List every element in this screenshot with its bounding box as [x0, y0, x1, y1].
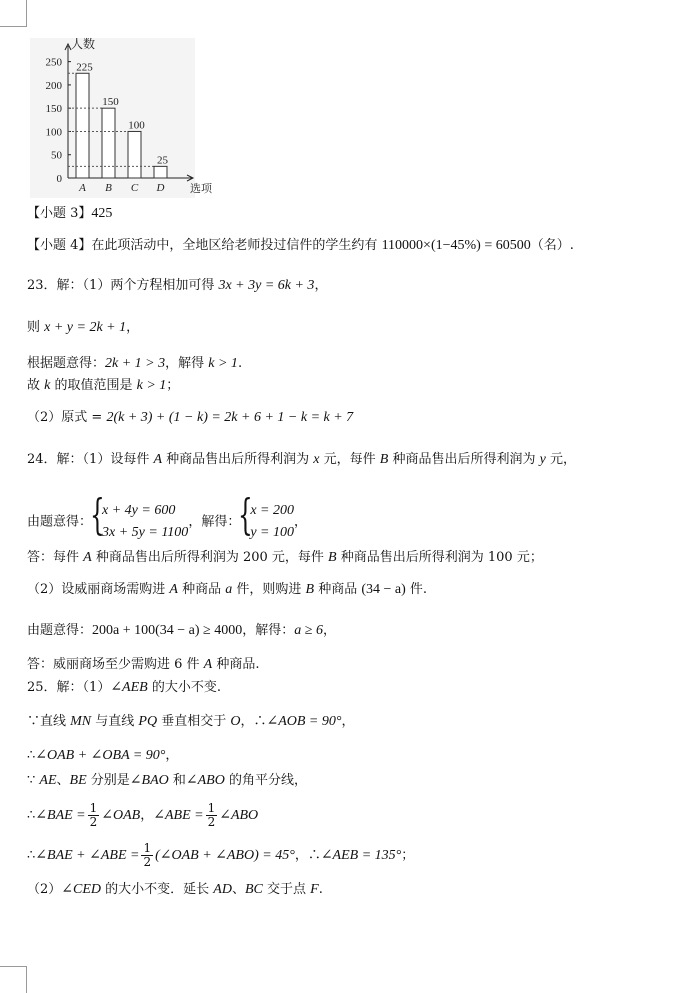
p24-l3-a: 答：每件 [27, 550, 84, 565]
p24-l3-b: 种商品售出后所得利润为 200 元，每件 [91, 550, 329, 565]
p25-l4-a: ∵ [27, 773, 40, 788]
p24-l2-a: 由题意得： [27, 514, 93, 530]
y-tick-label: 150 [45, 103, 62, 116]
p25-l4-d: 和 [168, 773, 186, 788]
p25-l3-b: ， [165, 748, 179, 763]
bar [128, 131, 141, 178]
p25-l5-m3: ∠ABE = [153, 808, 204, 823]
p24-line-5 [27, 621, 336, 641]
p24-l2-b: ，解得： [188, 514, 241, 530]
p24-l1-v4: y [539, 452, 546, 467]
p25-l1-math: ∠AEB [110, 680, 148, 695]
p24-l5-math: 200a + 100(34 − a) ≥ 4000 [92, 623, 243, 638]
p23-l2-end: ， [126, 320, 140, 335]
p23-l3-text2: ，解得 [165, 356, 209, 371]
bar [102, 108, 115, 178]
p24-l2-c: ， [294, 514, 308, 530]
p23-l2-text: 则 [27, 320, 45, 335]
corner-mark-bottom [0, 966, 27, 993]
p25-l4-m3: ∠BAO [129, 773, 169, 788]
p24-l1-v1: A [153, 452, 163, 467]
p24-l6-v: A [203, 657, 213, 672]
p24-l4-c: 件，则购进 [232, 582, 306, 597]
p24-l4-v3: B [305, 582, 315, 597]
p24-l5-a: 由题意得： [27, 623, 93, 638]
p24-line-6 [27, 655, 260, 675]
p25-line-2 [27, 712, 355, 732]
corner-mark-top [0, 0, 27, 27]
bar-value-label: 25 [157, 154, 168, 167]
p24-l3-v1: A [83, 550, 92, 565]
category-label: D [156, 182, 165, 194]
bar [76, 73, 89, 178]
p25-line-5 [27, 800, 258, 832]
p23-l1-math: 3x + 3y = 6k + 3 [218, 278, 315, 293]
category-label: B [105, 182, 112, 194]
p23-l1-end: ， [314, 278, 328, 293]
frac1-den: 2 [89, 815, 98, 829]
p23-l3-text: 根据题意得： [27, 356, 106, 371]
frac2-den: 2 [207, 815, 216, 829]
p25-l5-m4: ∠ABO [219, 808, 259, 823]
p25-l7-m2: AD [213, 882, 232, 897]
p23-l2-math: x + y = 2k + 1 [44, 320, 127, 335]
p25-line-3 [27, 746, 178, 766]
p25-l5-m2: ∠OAB [101, 808, 141, 823]
bar-value-label: 150 [102, 96, 119, 109]
p25-l3-math: ∠OAB + ∠OBA = 90° [35, 748, 166, 763]
p25-l6-m1: ∠BAE + ∠ABE = [35, 848, 140, 863]
p25-l1-a: 25．解：（1） [27, 680, 111, 695]
p24-l1-a: 24．解：（1）设每件 [27, 452, 154, 467]
p24-l1-c: 元，每件 [319, 452, 380, 467]
p23-l3-math: 2k + 1 > 3 [105, 356, 166, 371]
p25-l4-m1: AE [39, 773, 57, 788]
p24-line-1 [27, 450, 576, 470]
category-label: A [79, 182, 86, 194]
p24-l6-a: 答：威丽商场至少需购进 6 件 [27, 657, 204, 672]
q3-line [27, 204, 112, 224]
p24-l5-math2: a ≥ 6 [294, 623, 323, 638]
p25-l6-c: ； [401, 848, 415, 863]
p25-l7-b: 的大小不变．延长 [101, 882, 214, 897]
p25-l2-e: ， [341, 714, 355, 729]
q4-text: 在此项活动中，全地区给老师投过信件的学生约有 [91, 238, 378, 253]
p23-l3-end: . [237, 356, 243, 371]
p23-l5-text: （2）原式 = [27, 410, 107, 425]
p24-l1-e: 元， [545, 452, 576, 467]
p25-line-7 [27, 880, 323, 900]
p23-line-5 [27, 408, 353, 428]
p25-l6-m2: (∠OAB + ∠ABO) = 45° [155, 848, 295, 863]
p23-l5-math: 2(k + 3) + (1 − k) = 2k + 6 + 1 − k = k + 7 [106, 410, 354, 425]
y-axis-label: 人数 [71, 37, 96, 51]
equation-system-2: { x = 200 y = 100 [240, 500, 294, 544]
p24-l4-math: (34 − a) [361, 582, 406, 597]
fraction-half-2 [206, 802, 218, 829]
p25-l7-m3: BC [244, 882, 263, 897]
p25-l6-b: ，∴ [294, 848, 321, 863]
p25-l4-m4: ∠ABO [185, 773, 225, 788]
frac3-den: 2 [143, 855, 152, 869]
p25-l7-m4: F [310, 882, 319, 897]
fraction-half-1 [88, 802, 100, 829]
category-label: C [130, 182, 139, 194]
sys2-row2: y = 100 [250, 525, 294, 540]
p24-line-2 [27, 490, 308, 544]
p23-line-2 [27, 318, 139, 338]
p25-l6-a: ∴ [27, 848, 36, 863]
equation-system-1: { x + 4y = 600 3x + 5y = 1100 [92, 500, 188, 544]
p24-l4-v1: A [169, 582, 178, 597]
y-tick-label: 200 [45, 79, 62, 92]
p24-l4-a: （2）设威丽商场需购进 [27, 582, 170, 597]
x-axis-label: 选项 [190, 183, 212, 195]
p24-l5-c: ， [322, 623, 336, 638]
p25-l2-math: ∠AOB = 90° [266, 714, 342, 729]
p24-line-3 [27, 548, 543, 568]
p24-l4-v2: a [225, 582, 233, 597]
p25-line-4 [27, 771, 307, 791]
p24-l4-b: 种商品 [177, 582, 226, 597]
q4-expression: 110000×(1−45%) = 60500 [381, 238, 531, 253]
p25-line-1 [27, 678, 221, 698]
p25-l3-a: ∴ [27, 748, 36, 763]
bar-value-label: 100 [128, 119, 145, 132]
p24-l4-d: 种商品 [314, 582, 362, 597]
q4-unit: （名）. [530, 238, 574, 253]
p23-line-4 [27, 376, 179, 396]
p25-l7-c: 、 [231, 882, 245, 897]
p24-l4-e: 件. [405, 582, 428, 597]
y-tick-label: 0 [56, 173, 62, 185]
p23-line-1 [27, 276, 327, 296]
p25-l7-m1: ∠CED [61, 882, 102, 897]
p25-l2-v1: MN [70, 714, 92, 729]
q4-tag: 【小题 4】 [27, 238, 92, 253]
p25-l7-a: （2） [27, 882, 62, 897]
p24-l6-b: 种商品. [212, 657, 260, 672]
p23-line-3 [27, 354, 242, 374]
p25-l7-d: 交于点 [262, 882, 311, 897]
p23-l4-text: 故 [27, 378, 45, 393]
sys1-row1: x + 4y = 600 [102, 503, 176, 518]
p24-l3-v2: B [328, 550, 337, 565]
p25-l4-e: 的角平分线， [224, 773, 307, 788]
q3-tag: 【小题 3】 [27, 206, 92, 221]
p25-l1-b: 的大小不变. [147, 680, 221, 695]
sys2-row1: x = 200 [250, 503, 294, 518]
p23-l4-text2: 的取值范围是 [50, 378, 137, 393]
y-tick-label: 50 [51, 149, 62, 162]
p25-l2-v3: O [230, 714, 241, 729]
p25-l5-b: ， [140, 808, 154, 823]
p25-l6-m3: ∠AEB = 135° [320, 848, 402, 863]
p25-l2-c: 垂直相交于 [157, 714, 231, 729]
p25-l5-a: ∴ [27, 808, 36, 823]
p24-line-4 [27, 580, 427, 600]
p23-l4-end: ； [166, 378, 180, 393]
p25-l5-m1: ∠BAE = [35, 808, 86, 823]
q3-answer: 425 [91, 206, 113, 221]
p25-l4-b: 、 [56, 773, 70, 788]
sys1-row2: 3x + 5y = 1100 [102, 525, 189, 540]
bar-value-label: 225 [76, 61, 93, 74]
p24-l1-b: 种商品售出后所得利润为 [162, 452, 314, 467]
p24-l1-v2: x [313, 452, 320, 467]
p23-l1-text: 23．解：（1）两个方程相加可得 [27, 278, 219, 293]
p25-l4-m2: BE [69, 773, 87, 788]
p25-l2-v2: PQ [138, 714, 158, 729]
fraction-half-3 [141, 842, 153, 869]
bar-chart [30, 37, 212, 198]
p24-l3-c: 种商品售出后所得利润为 100 元； [336, 550, 543, 565]
p25-l2-a: ∵直线 [27, 714, 71, 729]
y-tick-label: 250 [45, 56, 62, 69]
p25-l2-b: 与直线 [91, 714, 139, 729]
y-tick-label: 100 [45, 126, 62, 139]
p25-l2-d: ，∴ [240, 714, 267, 729]
p24-l1-v3: B [379, 452, 389, 467]
q4-line [27, 236, 574, 256]
frac3-num: 1 [143, 841, 152, 855]
p25-line-6 [27, 840, 414, 872]
p24-l1-d: 种商品售出后所得利润为 [388, 452, 540, 467]
p23-l4-math: k > 1 [136, 378, 167, 393]
bar [154, 166, 167, 178]
p25-l7-e: . [318, 882, 323, 897]
frac1-num: 1 [89, 801, 98, 815]
frac2-num: 1 [207, 801, 216, 815]
p23-l4-var: k [44, 378, 51, 393]
p25-l4-c: 分别是 [86, 773, 130, 788]
p24-l5-b: ，解得： [242, 623, 295, 638]
p23-l3-math2: k > 1 [208, 356, 238, 371]
